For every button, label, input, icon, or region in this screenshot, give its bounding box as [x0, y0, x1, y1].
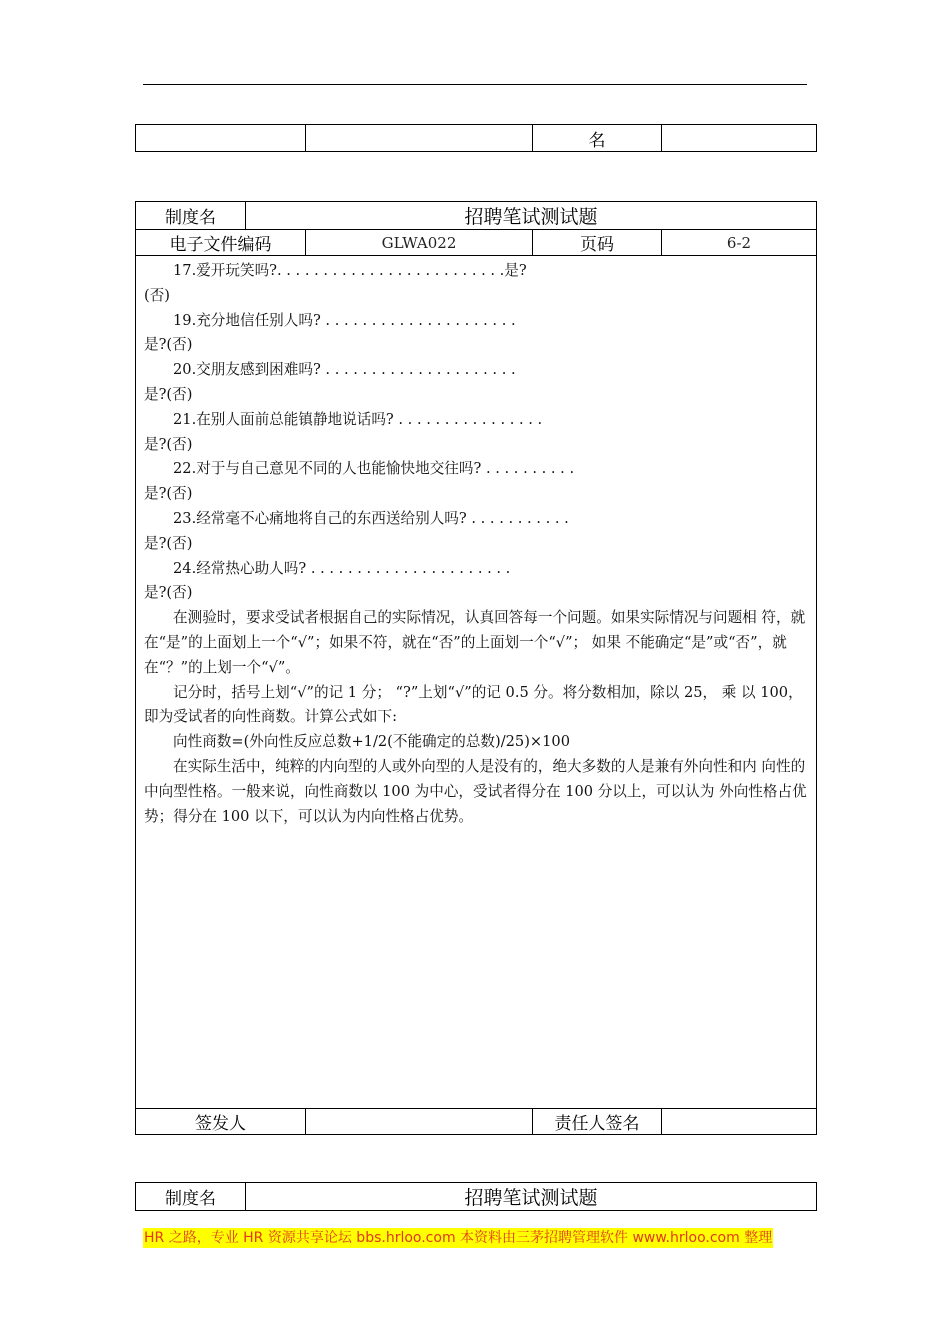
next-page-header-table [135, 1182, 817, 1211]
system-name-label: 制度名 [136, 202, 246, 230]
question-text: 21.在别人面前总能镇静地说话吗? . . . . . . . . . . . . . . . . [173, 410, 543, 428]
responsible-signature-value [662, 1109, 817, 1135]
instruction-paragraph: 在测验时，要求受试者根据自己的实际情况，认真回答每一个问题。如果实际情况与问题相 符，就在“是”的上面划上一个“√”；如果不符，就在“否”的上面划一个“√”； 如果 不能确定“是”或“否”，就在“？”的上划一个“√”。 [144, 609, 806, 676]
top-info-table [135, 124, 817, 152]
question-text: 24.经常热心助人吗? . . . . . . . . . . . . . . . . . . . . . . [173, 559, 511, 577]
question-answer: 是?(否) [144, 584, 193, 602]
question-text: 19.充分地信任别人吗? . . . . . . . . . . . . . . . . . . . . . [173, 311, 516, 329]
top-name-label: 名 [533, 125, 662, 152]
system-name-label: 制度名 [136, 1183, 246, 1211]
header-rule [143, 84, 807, 85]
responsible-signature-label: 责任人签名 [533, 1109, 662, 1135]
main-document-table [135, 201, 817, 1135]
footer-banner: HR 之路，专业 HR 资源共享论坛 bbs.hrloo.com 本资料由三茅招聘管理软件 www.hrloo.com 整理 [144, 1230, 773, 1246]
question-answer: 是?(否) [144, 435, 193, 453]
question-text: 20.交朋友感到困难吗? . . . . . . . . . . . . . . . . . . . . . [173, 361, 516, 379]
document-title: 招聘笔试测试题 [246, 202, 817, 230]
file-code-value: GLWA022 [306, 230, 533, 256]
top-cell-4 [662, 125, 817, 152]
question-text: 23.经常毫不心痛地将自己的东西送给别人吗? . . . . . . . . . . . [173, 509, 569, 527]
scoring-paragraph: 记分时，括号上划“√”的记 1 分； “?”上划“√”的记 0.5 分。将分数相加，除以 25， 乘 以 100，即为受试者的向性商数。计算公式如下: [144, 683, 803, 726]
question-answer: (否) [144, 286, 170, 304]
question-text: 17.爱开玩笑吗?. . . . . . . . . . . . . . . . . . . . . . . . .是? [173, 262, 527, 279]
signer-label: 签发人 [136, 1109, 306, 1135]
interpretation-paragraph: 在实际生活中，纯粹的内向型的人或外向型的人是没有的，绝大多数的人是兼有外向性和内 向性的中向型性格。一般来说，向性商数以 100 为中心，受试者得分在 100 分以上，可以认为 外向性格占优势；得分在 100 以下，可以认为内向性格占优势。 [144, 757, 807, 825]
question-answer: 是?(否) [144, 485, 193, 503]
top-cell-1 [136, 125, 306, 152]
top-cell-2 [306, 125, 533, 152]
document-body [136, 256, 817, 1109]
question-answer: 是?(否) [144, 385, 193, 403]
formula-line: 向性商数=(外向性反应总数+1/2(不能确定的总数)/25)×100 [173, 733, 570, 751]
question-answer: 是?(否) [144, 534, 193, 552]
document-title: 招聘笔试测试题 [246, 1183, 817, 1211]
page-label: 页码 [533, 230, 662, 256]
question-answer: 是?(否) [144, 336, 193, 354]
page-value: 6-2 [662, 230, 817, 256]
question-text: 22.对于与自己意见不同的人也能愉快地交往吗? . . . . . . . . . . [173, 460, 575, 478]
file-code-label: 电子文件编码 [136, 230, 306, 256]
signer-value [306, 1109, 533, 1135]
